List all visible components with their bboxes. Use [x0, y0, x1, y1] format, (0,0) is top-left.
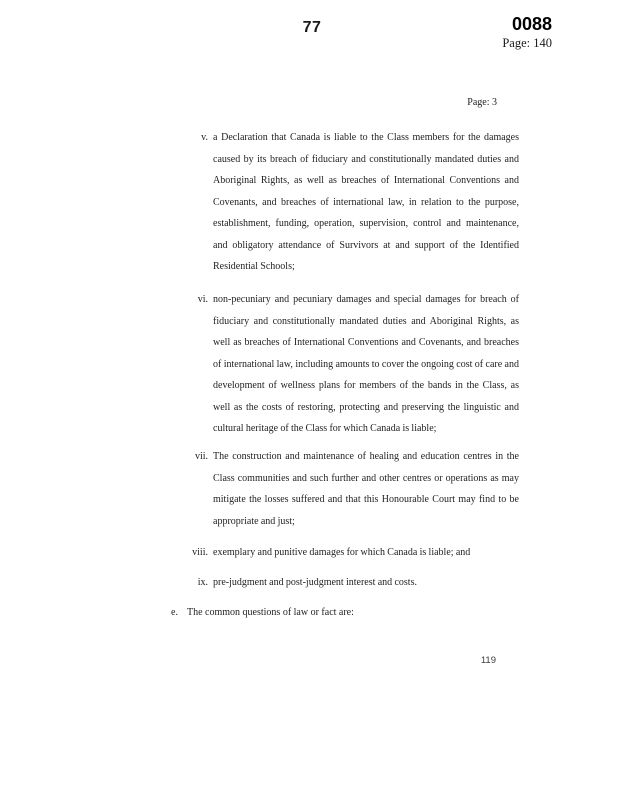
list-item-text: The construction and maintenance of healing and education centres in the Class communities and such further and other centres or operations as may mitigate the losses suffered and that this Honourable Court may find to be appropriate and just; [213, 451, 519, 527]
list-item-text: The common questions of law or fact are: [187, 607, 354, 618]
bates-stamp-number: 0088 [511, 14, 552, 34]
list-item-vi [164, 289, 519, 440]
list-item-ix [164, 572, 519, 594]
list-item-marker: vi. [197, 294, 208, 305]
list-item-marker: v. [201, 132, 208, 143]
bates-stamp-page-label: Page: 140 [502, 36, 552, 50]
list-item-v [164, 127, 519, 278]
list-item-viii [164, 542, 519, 564]
list-item-text: exemplary and punitive damages for which Canada is liable; and [213, 547, 471, 558]
list-item-text: non-pecuniary and pecuniary damages and special damages for breach of fiduciary and constitutionally mandated duties and Aboriginal Rights, as well as breaches of International Conventions and Covenants, and breaches of international law, including amounts to cover the ongoing cost of care and development of wellness plans for members of the bands in the Class, as well as the costs of restoring, protecting and preserving the linguistic and cultural heritage of the Class for which Canada is liable; [213, 294, 519, 434]
list-item-marker: viii. [192, 547, 208, 558]
list-item-marker: e. [171, 607, 178, 618]
list-item-text: a Declaration that Canada is liable to the Class members for the damages caused by its breach of fiduciary and constitutionally mandated duties and Aboriginal Rights, as well as breaches of International Conventions and Covenants, and breaches of international law, in relation to the purpose, establishment, funding, operation, supervision, control and maintenance, and obligatory attendance of Survivors at and support of the Identified Residential Schools; [213, 132, 519, 272]
list-item-vii [164, 446, 519, 532]
footer-page-number: 119 [480, 655, 496, 666]
list-item-marker: ix. [197, 577, 208, 588]
header-page-number: 77 [302, 19, 322, 36]
list-item-marker: vii. [194, 451, 208, 462]
bates-stamp [502, 14, 552, 50]
list-item-text: pre-judgment and post-judgment interest and costs. [213, 577, 417, 588]
list-item-e [171, 602, 354, 624]
inner-page-label: Page: 3 [467, 97, 497, 108]
